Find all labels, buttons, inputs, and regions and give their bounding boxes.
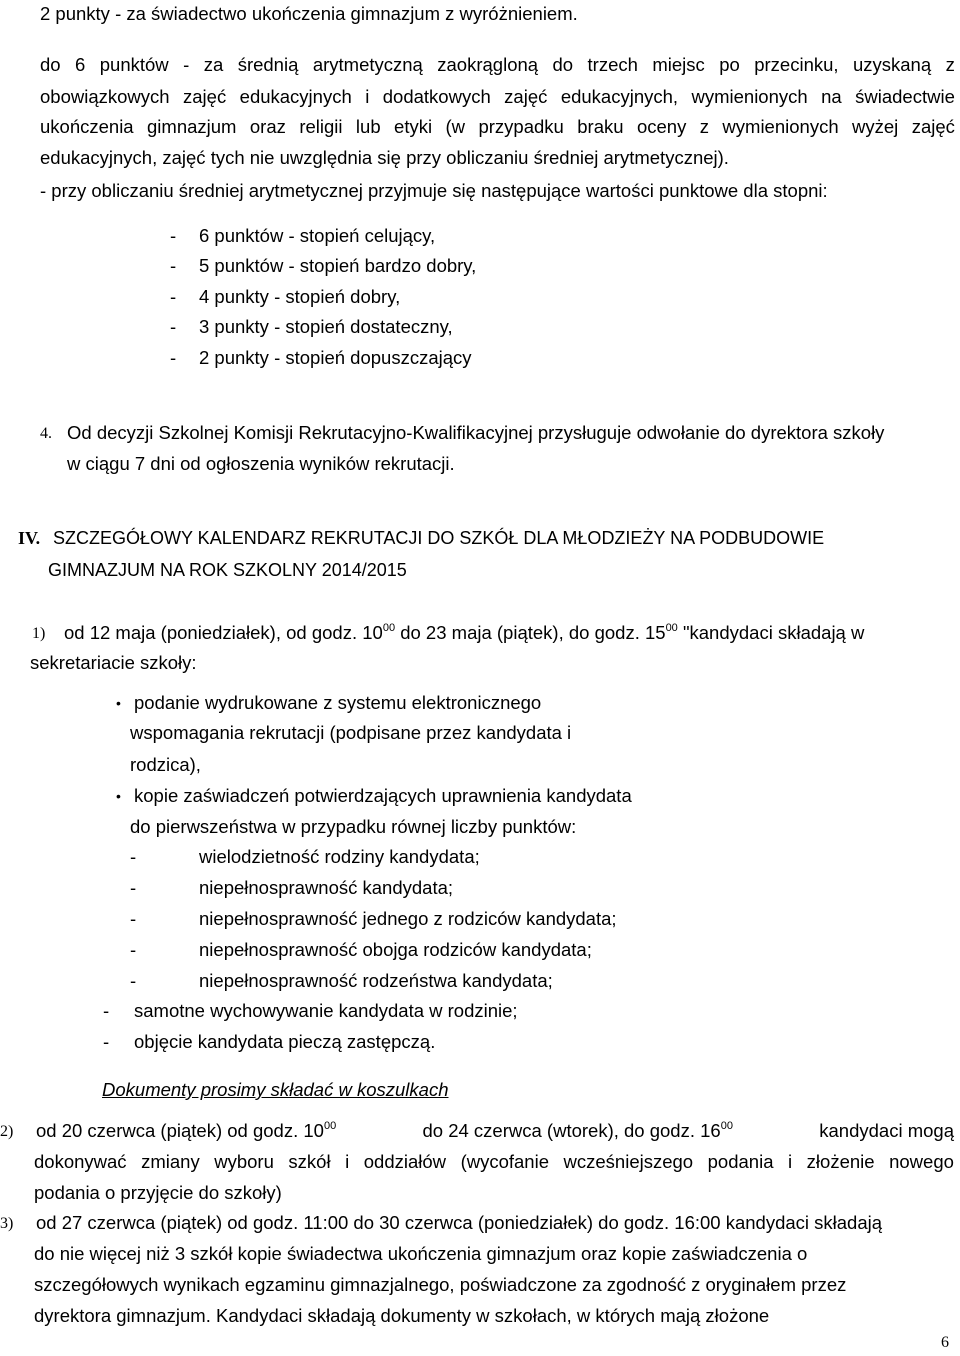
word: miejsc (652, 54, 705, 75)
word: zajęć (911, 116, 955, 137)
dash-marker: - (170, 286, 177, 307)
word: przecinku, (754, 54, 839, 75)
word: oceny (636, 116, 687, 137)
word: lub (355, 116, 381, 137)
word: i (788, 1151, 793, 1172)
word: nowego (889, 1151, 954, 1172)
word: dokonywać (34, 1151, 127, 1172)
word: gimnazjum (147, 116, 237, 137)
word: za (203, 54, 224, 75)
list-item (130, 938, 592, 962)
average-paragraph-line-3 (40, 115, 955, 139)
text-span: do 24 czerwca (wtorek), do godz. 16 (422, 1120, 721, 1141)
word: ukończenia (40, 116, 134, 137)
superscript: 00 (720, 1120, 733, 1132)
dash-marker: - (130, 846, 137, 867)
paragraph-line: 2 punkty - za świadectwo ukończenia gimnazjum z wyróżnieniem. (40, 3, 578, 24)
average-paragraph-line-4: edukacyjnych, zajęć tych nie uwzględnia się przy obliczaniu średniej arytmetycznej). (40, 147, 729, 168)
list-text: objęcie kandydata pieczą zastępczą. (134, 1031, 436, 1052)
word: braku (577, 116, 624, 137)
list-text: niepełnosprawność obojga rodziców kandydata; (199, 939, 592, 960)
section-number: IV. (18, 528, 41, 548)
text-span: do 23 maja (piątek), do godz. 15 (395, 622, 666, 643)
word: wcześniejszego (563, 1151, 694, 1172)
word: wymienionych (691, 86, 808, 107)
list-item (130, 876, 454, 900)
word: szkół (288, 1151, 331, 1172)
text-span (36, 1119, 336, 1143)
word: i (345, 1151, 350, 1172)
word: do (552, 54, 574, 75)
word: złożenie (806, 1151, 875, 1172)
list-text: niepełnosprawność jednego z rodziców kandydata; (199, 908, 617, 929)
average-paragraph-line-1 (40, 53, 955, 77)
calendar-item-3-line-2: do nie więcej niż 3 szkół kopie świadectwa ukończenia gimnazjum oraz kopie zaświadczenia o (34, 1243, 808, 1264)
word: wymienionych (722, 116, 839, 137)
bullet-marker: • (116, 695, 121, 711)
grades-intro: - przy obliczaniu średniej arytmetycznej przyjmuje się następujące wartości punktowe dla stopni: (40, 180, 828, 201)
grade-text: 4 punkty - stopień dobry, (199, 286, 401, 307)
grade-text: 6 punktów - stopień celujący, (199, 225, 436, 246)
calendar-item-3-line-4: dyrektora gimnazjum. Kandydaci składają dokumenty w szkołach, w których mają złożone (34, 1305, 770, 1326)
calendar-item-2-line-2 (34, 1150, 954, 1174)
grade-text: 3 punkty - stopień dostateczny, (199, 316, 453, 337)
calendar-item-1-line-1 (64, 621, 864, 645)
grade-text: 5 punktów - stopień bardzo dobry, (199, 255, 477, 276)
list-text: niepełnosprawność kandydata; (199, 877, 454, 898)
text-span: kandydaci mogą (819, 1120, 954, 1141)
word: po (719, 54, 740, 75)
list-item (103, 1030, 436, 1054)
superscript: 00 (382, 622, 396, 634)
bullet-2-line-2: do pierwszeństwa w przypadku równej liczby punktów: (130, 816, 577, 837)
item-number: 4. (40, 425, 52, 442)
word: punktów (99, 54, 169, 75)
word: do (40, 54, 61, 75)
list-item (170, 224, 436, 248)
list-item (130, 845, 480, 869)
word: zajęć (504, 86, 548, 107)
word: podania (707, 1151, 774, 1172)
word: świadectwie (855, 86, 955, 107)
calendar-item-2-line-3: podania o przyjęcie do szkoły) (34, 1182, 282, 1203)
dash-marker: - (130, 877, 137, 898)
calendar-item-2-line-1 (36, 1119, 954, 1143)
word: etyki (394, 116, 433, 137)
text-span: od 12 maja (poniedziałek), od godz. 10 (64, 622, 383, 643)
item-number: 1) (32, 625, 46, 642)
dash-marker: - (170, 255, 177, 276)
word: dodatkowych (382, 86, 491, 107)
page-number: 6 (941, 1334, 949, 1351)
item-number: 3) (0, 1215, 14, 1232)
appeal-line-1: Od decyzji Szkolnej Komisji Rekrutacyjno-Kwalifikacyjnej przysługuje odwołanie do dyrektora szkoły (67, 422, 885, 443)
bullet-1-line-1: podanie wydrukowane z systemu elektronicznego (134, 692, 542, 713)
word: wyboru (214, 1151, 274, 1172)
appeal-line-2: w ciągu 7 dni od ogłoszenia wyników rekrutacji. (67, 453, 455, 474)
word: obowiązkowych (40, 86, 170, 107)
list-text: niepełnosprawność rodzeństwa kandydata; (199, 970, 553, 991)
word: (wycofanie (460, 1151, 549, 1172)
text-span: od 20 czerwca (piątek) od godz. 10 (36, 1120, 324, 1141)
word: edukacyjnych (239, 86, 352, 107)
list-item (103, 999, 518, 1023)
list-item (130, 969, 553, 993)
word: wyżej (852, 116, 899, 137)
calendar-item-3-line-3: szczegółowych wynikach egzaminu gimnazjalnego, poświadczone za zgodność z oryginałem przez (34, 1274, 847, 1295)
calendar-item-1-line-2: sekretariacie szkoły: (30, 652, 197, 673)
word: na (821, 86, 842, 107)
average-paragraph-line-2 (40, 85, 955, 109)
list-item (170, 315, 453, 339)
word: średnią (237, 54, 299, 75)
item-number: 2) (0, 1123, 14, 1140)
word: trzech (587, 54, 638, 75)
word: (w (445, 116, 466, 137)
superscript: 00 (323, 1120, 337, 1132)
calendar-item-3-line-1: od 27 czerwca (piątek) od godz. 11:00 do 30 czerwca (poniedziałek) do godz. 16:00 kandydaci składają (36, 1212, 883, 1233)
word: edukacyjnych, (560, 86, 679, 107)
dash-marker: - (103, 1000, 110, 1021)
bullet-1-line-2: wspomagania rekrutacji (podpisane przez kandydata i (130, 722, 572, 743)
text-span: "kandydaci składają w (677, 622, 865, 643)
word: religii (299, 116, 343, 137)
word: z (699, 116, 709, 137)
list-item (130, 907, 617, 931)
word: zmiany (141, 1151, 200, 1172)
word: - (183, 54, 190, 75)
dash-marker: - (130, 908, 137, 929)
dash-marker: - (170, 225, 177, 246)
word: i (365, 86, 370, 107)
dash-marker: - (130, 970, 137, 991)
text-span (423, 1119, 733, 1143)
list-item (170, 285, 401, 309)
word: zaokrągloną (437, 54, 539, 75)
word: oddziałów (363, 1151, 447, 1172)
section-title-line-2: GIMNAZJUM NA ROK SZKOLNY 2014/2015 (48, 560, 407, 580)
word: z (945, 54, 955, 75)
bullet-marker: • (116, 788, 121, 804)
list-item (170, 254, 477, 278)
list-item (170, 346, 472, 370)
word: arytmetyczną (312, 54, 423, 75)
dash-marker: - (170, 347, 177, 368)
superscript: 00 (665, 622, 678, 634)
word: oraz (249, 116, 286, 137)
word: uzyskaną (852, 54, 932, 75)
word: zajęć (183, 86, 227, 107)
word: przypadku (478, 116, 564, 137)
dash-marker: - (130, 939, 137, 960)
bullet-1-line-3: rodzica), (130, 754, 201, 775)
list-text: wielodzietność rodziny kandydata; (199, 846, 480, 867)
dash-marker: - (103, 1031, 110, 1052)
documents-note: Dokumenty prosimy składać w koszulkach (102, 1079, 449, 1100)
section-title-line-1: SZCZEGÓŁOWY KALENDARZ REKRUTACJI DO SZKÓŁ DLA MŁODZIEŻY NA PODBUDOWIE (53, 528, 825, 548)
dash-marker: - (170, 316, 177, 337)
list-text: samotne wychowywanie kandydata w rodzinie; (134, 1000, 518, 1021)
word: 6 (75, 54, 86, 75)
grade-text: 2 punkty - stopień dopuszczający (199, 347, 472, 368)
bullet-2-line-1: kopie zaświadczeń potwierdzających uprawnienia kandydata (134, 785, 632, 806)
